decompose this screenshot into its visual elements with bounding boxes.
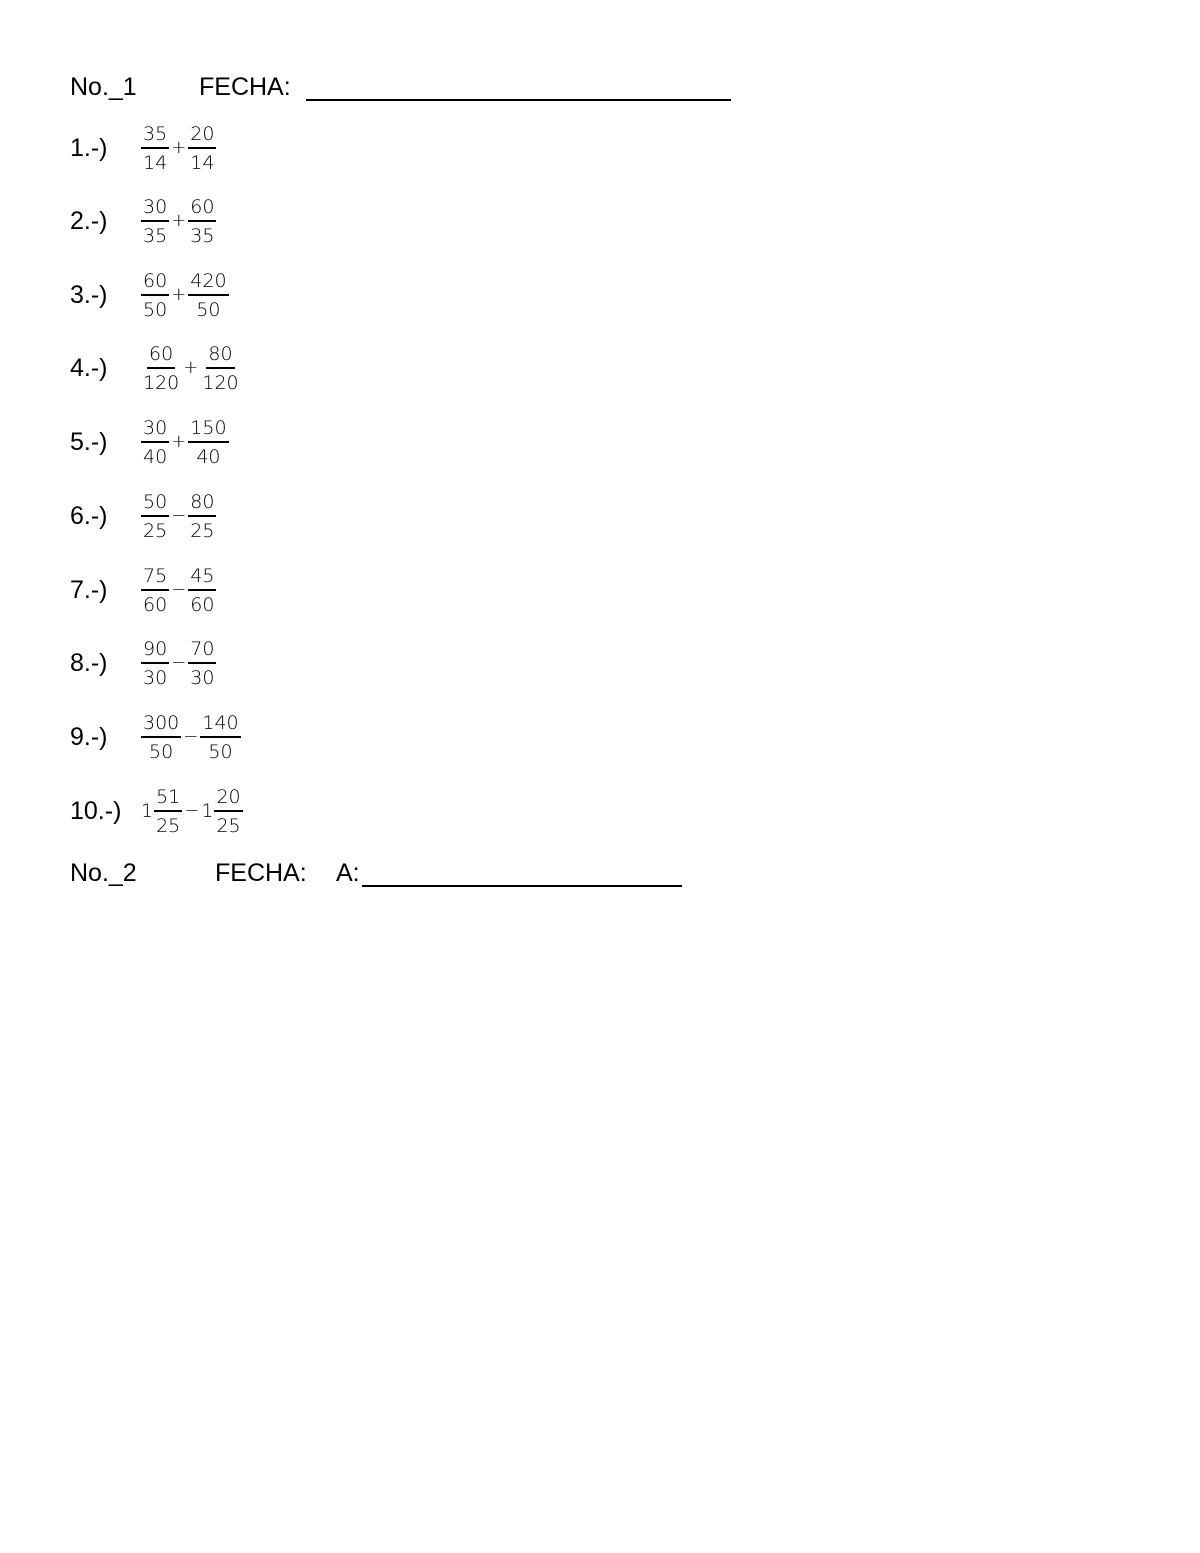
denominator: 60 xyxy=(190,593,215,616)
problem-10 xyxy=(70,783,470,839)
fraction xyxy=(141,342,181,395)
operator: − xyxy=(171,652,187,673)
problem-number: 4.-) xyxy=(70,354,108,382)
operator: + xyxy=(171,210,187,231)
operator: − xyxy=(171,579,187,600)
operator: + xyxy=(171,284,187,305)
operator: − xyxy=(184,800,200,821)
problem-6 xyxy=(70,488,470,544)
numerator: 20 xyxy=(214,785,242,812)
denominator: 30 xyxy=(190,666,215,689)
denominator: 25 xyxy=(216,814,241,837)
numerator: 75 xyxy=(141,564,169,591)
fraction xyxy=(188,416,228,469)
denominator: 30 xyxy=(143,666,168,689)
denominator: 25 xyxy=(156,814,181,837)
fraction xyxy=(141,195,169,248)
date-label-2: FECHA: xyxy=(215,859,307,887)
numerator: 20 xyxy=(188,122,216,149)
numerator: 90 xyxy=(141,637,169,664)
fraction-expression xyxy=(141,193,216,249)
denominator: 35 xyxy=(190,224,215,247)
problem-number: 8.-) xyxy=(70,649,108,677)
denominator: 35 xyxy=(143,224,168,247)
fraction-expression xyxy=(141,562,216,618)
fraction xyxy=(188,269,228,322)
fraction xyxy=(141,711,181,764)
fraction-expression xyxy=(141,340,241,396)
fraction xyxy=(188,637,216,690)
denominator: 14 xyxy=(190,151,215,174)
fraction-expression xyxy=(141,709,241,765)
denominator: 40 xyxy=(143,445,168,468)
fraction xyxy=(188,122,216,175)
whole-number: 1 xyxy=(141,800,154,822)
problem-number: 9.-) xyxy=(70,723,108,751)
problem-number: 7.-) xyxy=(70,576,108,604)
fraction xyxy=(141,637,169,690)
fraction-expression xyxy=(141,783,243,839)
denominator: 60 xyxy=(143,593,168,616)
problem-4 xyxy=(70,340,470,396)
a-blank[interactable] xyxy=(362,885,682,887)
denominator: 40 xyxy=(196,445,221,468)
fraction xyxy=(141,416,169,469)
numerator: 35 xyxy=(141,122,169,149)
numerator: 150 xyxy=(188,416,228,443)
denominator: 120 xyxy=(202,371,239,394)
problem-number: 3.-) xyxy=(70,281,108,309)
problem-number: 1.-) xyxy=(70,134,108,162)
worksheet-header-1 xyxy=(70,71,770,103)
problem-7 xyxy=(70,562,470,618)
fraction xyxy=(188,195,216,248)
numerator: 30 xyxy=(141,195,169,222)
whole-number: 1 xyxy=(201,800,214,822)
operator: + xyxy=(171,137,187,158)
fraction xyxy=(141,490,169,543)
date-blank-1[interactable] xyxy=(306,99,731,101)
problem-8 xyxy=(70,635,470,691)
denominator: 50 xyxy=(196,298,221,321)
fraction xyxy=(188,564,216,617)
numerator: 51 xyxy=(154,785,182,812)
denominator: 120 xyxy=(143,371,180,394)
fraction-expression xyxy=(141,414,229,470)
date-label-1: FECHA: xyxy=(199,73,291,101)
numerator: 60 xyxy=(147,342,175,369)
fraction xyxy=(141,122,169,175)
fraction-expression xyxy=(141,267,229,323)
numerator: 45 xyxy=(188,564,216,591)
fraction-expression xyxy=(141,488,216,544)
problem-2 xyxy=(70,193,470,249)
fraction xyxy=(141,269,169,322)
fraction-expression xyxy=(141,635,216,691)
numerator: 70 xyxy=(188,637,216,664)
denominator: 50 xyxy=(143,298,168,321)
numerator: 50 xyxy=(141,490,169,517)
numerator: 140 xyxy=(200,711,240,738)
fraction-expression xyxy=(141,120,216,176)
problem-9 xyxy=(70,709,470,765)
problem-number: 10.-) xyxy=(70,797,122,825)
operator: − xyxy=(171,505,187,526)
problem-3 xyxy=(70,267,470,323)
numerator: 420 xyxy=(188,269,228,296)
fraction xyxy=(200,711,240,764)
a-label: A: xyxy=(336,859,360,887)
fraction xyxy=(141,564,169,617)
fraction xyxy=(188,490,216,543)
worksheet-header-2 xyxy=(70,857,710,889)
problem-number: 2.-) xyxy=(70,207,108,235)
operator: + xyxy=(183,357,199,378)
problem-number: 6.-) xyxy=(70,502,108,530)
numerator: 80 xyxy=(206,342,234,369)
numerator: 300 xyxy=(141,711,181,738)
denominator: 14 xyxy=(143,151,168,174)
fraction xyxy=(154,785,182,838)
sheet-number-2: No._2 xyxy=(70,859,137,887)
fraction xyxy=(200,342,240,395)
operator: − xyxy=(183,726,199,747)
numerator: 60 xyxy=(141,269,169,296)
problem-1 xyxy=(70,120,470,176)
problem-5 xyxy=(70,414,470,470)
denominator: 25 xyxy=(143,519,168,542)
problem-number: 5.-) xyxy=(70,428,108,456)
denominator: 50 xyxy=(149,740,174,763)
denominator: 25 xyxy=(190,519,215,542)
numerator: 30 xyxy=(141,416,169,443)
sheet-number-1: No._1 xyxy=(70,73,137,101)
denominator: 50 xyxy=(208,740,233,763)
numerator: 60 xyxy=(188,195,216,222)
numerator: 80 xyxy=(188,490,216,517)
operator: + xyxy=(171,431,187,452)
fraction xyxy=(214,785,242,838)
